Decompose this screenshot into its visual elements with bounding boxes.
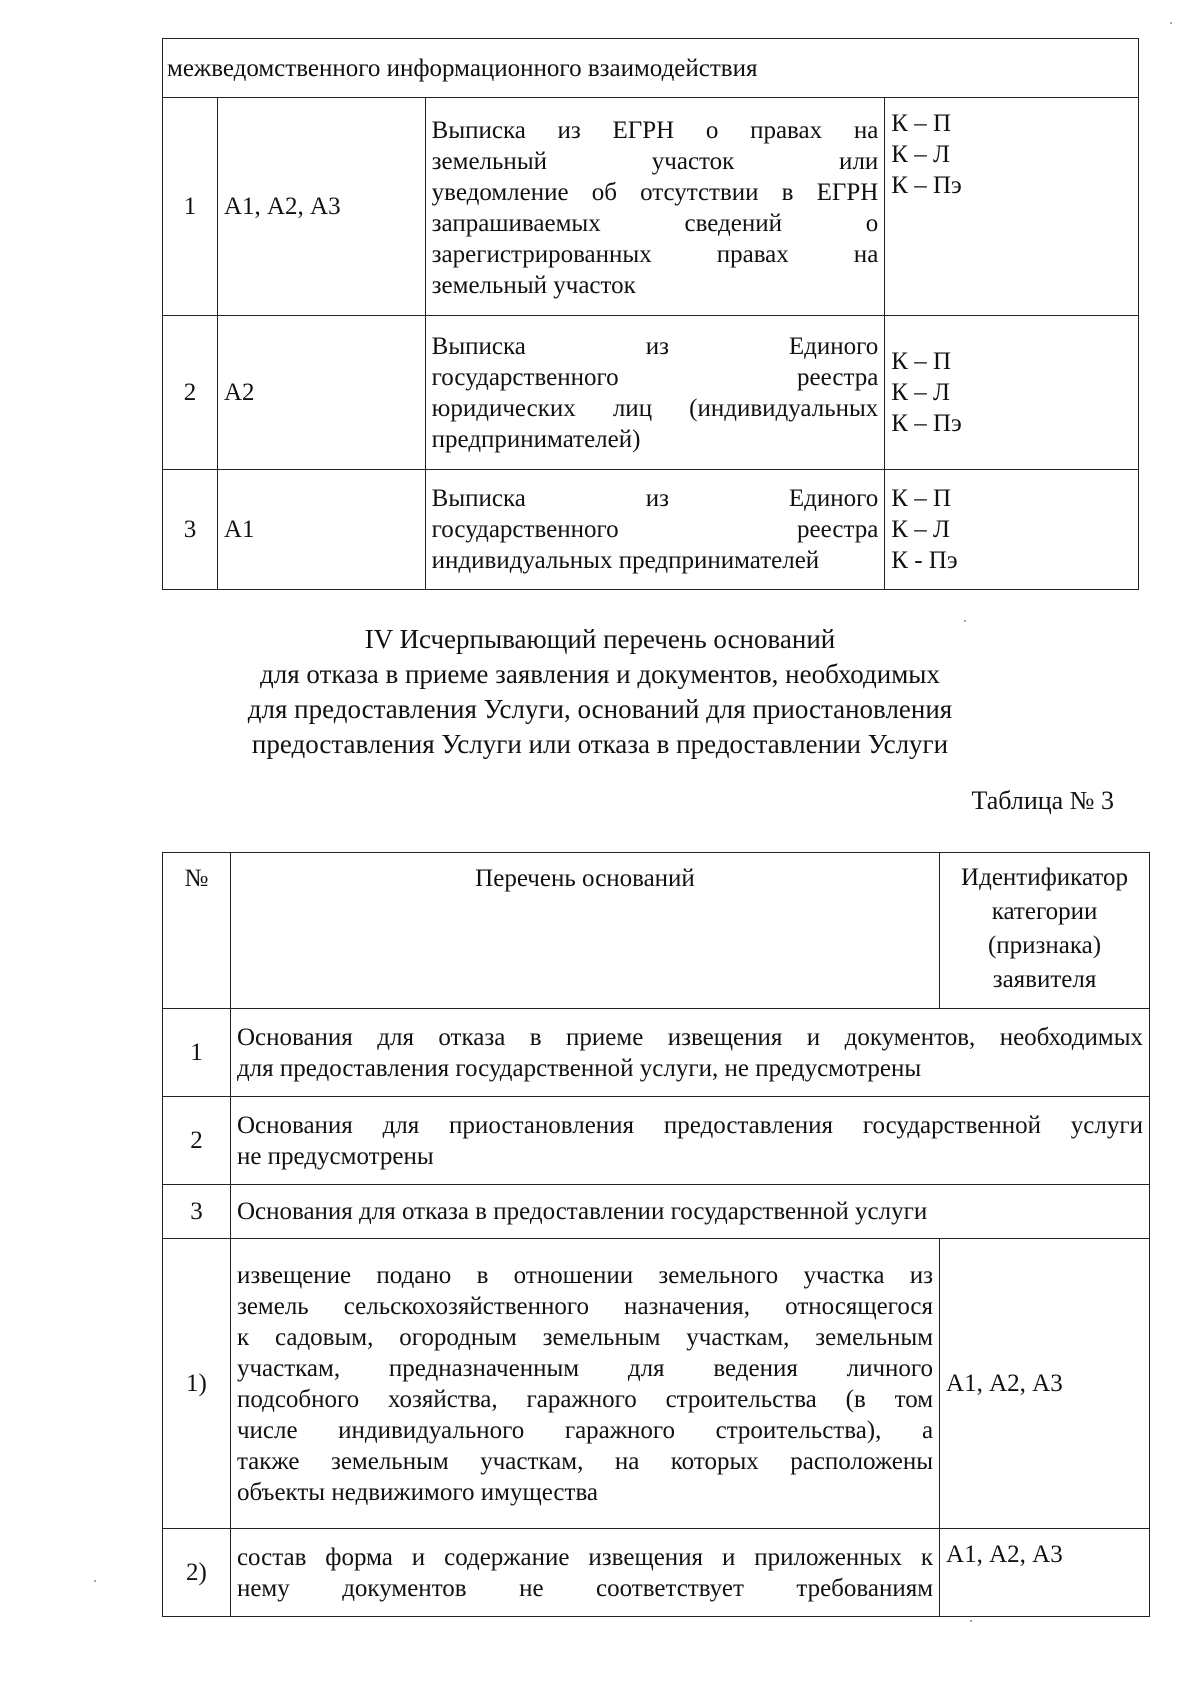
row-number: 3: [163, 1185, 231, 1239]
document-name: Выписка из Единого государственного реестра юридических лиц (индивидуальных предпринимателей): [425, 316, 885, 470]
ground-text: Основания для отказа в приеме извещения и документов, необходимых для предоставления государственной услуги, не предусмотрены: [230, 1009, 1149, 1097]
row-number: 3: [163, 470, 218, 590]
row-number: 2: [163, 316, 218, 470]
table-row: [163, 1009, 1150, 1097]
table-number-label: Таблица № 3: [971, 786, 1114, 815]
scan-speck: [94, 1580, 96, 1582]
row-number: 1: [163, 1009, 231, 1097]
applicant-ids: А2: [217, 316, 425, 470]
table-row: [163, 1185, 1150, 1239]
row-number: 1: [163, 98, 218, 316]
ground-text: состав форма и содержание извещения и приложенных к нему документов не соответствует требованиям: [230, 1529, 939, 1617]
row-number: 2: [163, 1097, 231, 1185]
applicant-ids: А1: [217, 470, 425, 590]
scan-speck: [964, 620, 966, 622]
column-header-applicant-id: Идентификатор категории (признака) заявителя: [940, 853, 1150, 1009]
table-row: [163, 1239, 1150, 1529]
table-row: [163, 1097, 1150, 1185]
request-channel-codes: К – П К – Л К – Пэ: [885, 98, 1139, 316]
table-row: [163, 470, 1139, 590]
table-row: [163, 1529, 1150, 1617]
column-header-grounds: Перечень оснований: [230, 853, 939, 1009]
row-number: 2): [163, 1529, 231, 1617]
applicant-ids: А1, А2, А3: [940, 1529, 1150, 1617]
interagency-documents-table: [162, 38, 1139, 590]
request-channel-codes: К – П К – Л К – Пэ: [885, 316, 1139, 470]
applicant-ids: А1, А2, А3: [940, 1239, 1150, 1529]
column-header-number: №: [163, 853, 231, 1009]
row-number: 1): [163, 1239, 231, 1529]
ground-text: Основания для отказа в предоставлении государственной услуги: [230, 1185, 1149, 1239]
table-row: [163, 316, 1139, 470]
refusal-grounds-table: [162, 852, 1150, 1617]
document-name: Выписка из ЕГРН о правах на земельный участок или уведомление об отсутствии в ЕГРН запрашиваемых сведений о зарегистрированных правах на земельный участок: [425, 98, 885, 316]
section-heading: IV Исчерпывающий перечень оснований для отказа в приеме заявления и документов, необходимых для предоставления Услуги, оснований для приостановления предоставления Услуги или отказа в предоставлении Услуги: [247, 624, 953, 759]
table-continuation-header: межведомственного информационного взаимодействия: [163, 39, 1139, 98]
document-name: Выписка из Единого государственного реестра индивидуальных предпринимателей: [425, 470, 885, 590]
request-channel-codes: К – П К – Л К - Пэ: [885, 470, 1139, 590]
ground-text: Основания для приостановления предоставления государственной услуги не предусмотрены: [230, 1097, 1149, 1185]
applicant-ids: А1, А2, А3: [217, 98, 425, 316]
scan-speck: [1170, 22, 1172, 24]
table-row: [163, 98, 1139, 316]
ground-text: извещение подано в отношении земельного участка из земель сельскохозяйственного назначения, относящегося к садовым, огородным земельным участкам, земельным участкам, предназначенным для ведения личного подсобного хозяйства, гаражного строительства (в том числе индивидуального гаражного строительства), а также земельным участкам, на которых расположены объекты недвижимого имущества: [230, 1239, 939, 1529]
table-header-row: [163, 853, 1150, 1009]
table-header-row: [163, 39, 1139, 98]
scan-speck: [970, 1620, 972, 1622]
